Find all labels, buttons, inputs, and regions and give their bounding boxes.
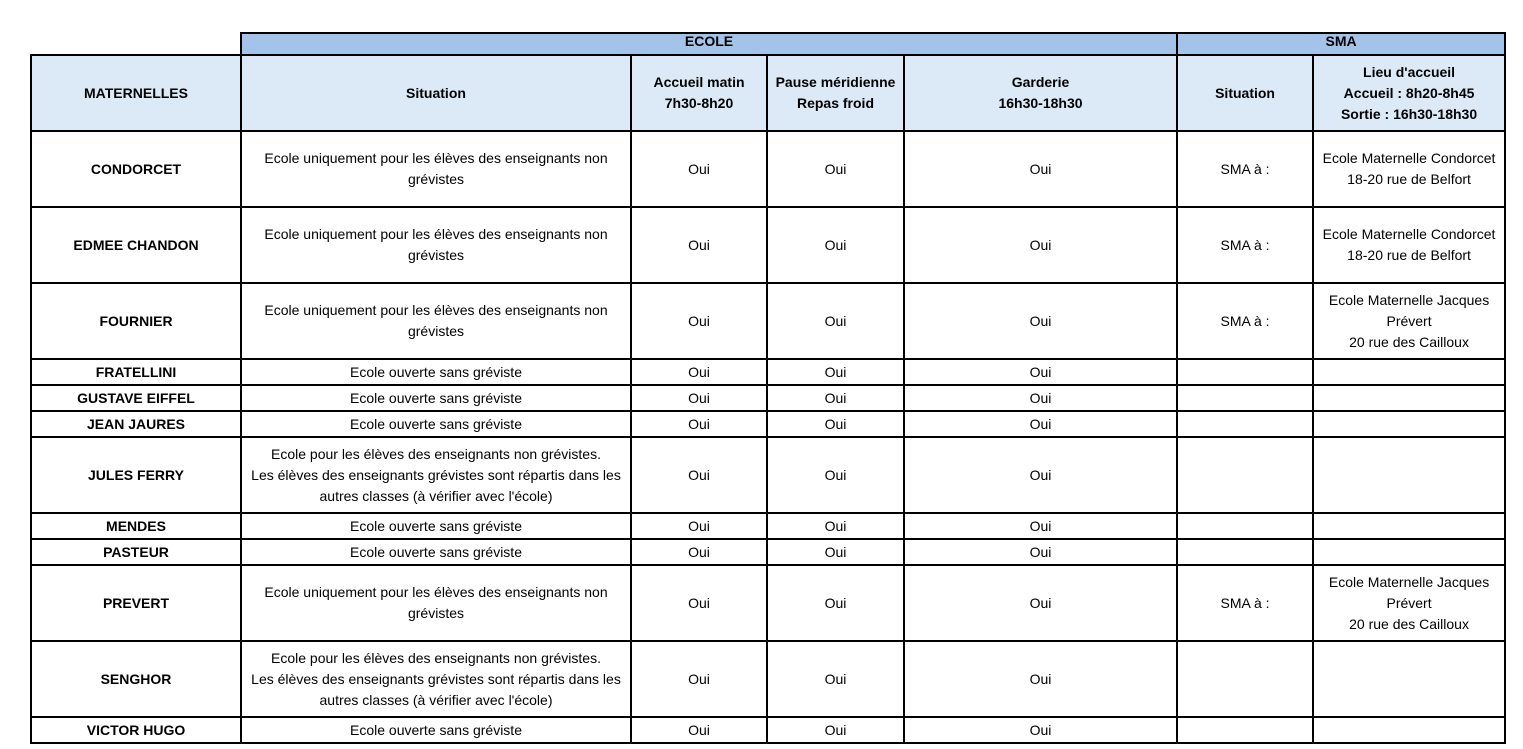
header-pause-meridienne: Pause méridienne Repas froid — [767, 55, 904, 131]
accueil-matin-cell: Oui — [631, 283, 767, 359]
accueil-matin-cell: Oui — [631, 565, 767, 641]
situation-cell: Ecole ouverte sans gréviste — [241, 539, 631, 565]
garderie-cell: Oui — [904, 359, 1177, 385]
garderie-cell: Oui — [904, 385, 1177, 411]
accueil-matin-cell: Oui — [631, 717, 767, 743]
sma-situation-cell — [1177, 539, 1313, 565]
sma-situation-cell — [1177, 385, 1313, 411]
table-row — [31, 385, 1505, 411]
lieu-accueil-cell — [1313, 641, 1505, 717]
table-row — [31, 359, 1505, 385]
school-name-cell: GUSTAVE EIFFEL — [31, 385, 241, 411]
sma-situation-cell: SMA à : — [1177, 565, 1313, 641]
school-name-cell: FOURNIER — [31, 283, 241, 359]
accueil-matin-cell: Oui — [631, 437, 767, 513]
pause-meridienne-cell: Oui — [767, 565, 904, 641]
garderie-cell: Oui — [904, 717, 1177, 743]
situation-cell: Ecole ouverte sans gréviste — [241, 513, 631, 539]
school-name-cell: SENGHOR — [31, 641, 241, 717]
situation-cell: Ecole uniquement pour les élèves des enseignants non grévistes — [241, 283, 631, 359]
lieu-accueil-cell — [1313, 359, 1505, 385]
sma-situation-cell: SMA à : — [1177, 131, 1313, 207]
accueil-matin-cell: Oui — [631, 641, 767, 717]
lieu-accueil-cell — [1313, 539, 1505, 565]
group-header-row — [31, 33, 1505, 55]
garderie-cell: Oui — [904, 283, 1177, 359]
lieu-accueil-cell: Ecole Maternelle Condorcet 18-20 rue de Belfort — [1313, 131, 1505, 207]
school-name-cell: VICTOR HUGO — [31, 717, 241, 743]
pause-meridienne-cell: Oui — [767, 641, 904, 717]
pause-meridienne-cell: Oui — [767, 359, 904, 385]
situation-cell: Ecole pour les élèves des enseignants non grévistes. Les élèves des enseignants grévistes sont répartis dans les autres classes (à vérifier avec l'école) — [241, 641, 631, 717]
accueil-matin-cell: Oui — [631, 207, 767, 283]
lieu-accueil-cell: Ecole Maternelle Jacques Prévert 20 rue des Cailloux — [1313, 283, 1505, 359]
table-row — [31, 717, 1505, 743]
school-name-cell: MENDES — [31, 513, 241, 539]
schools-table — [30, 32, 1506, 744]
situation-cell: Ecole pour les élèves des enseignants non grévistes. Les élèves des enseignants grévistes sont répartis dans les autres classes (à vérifier avec l'école) — [241, 437, 631, 513]
table-row — [31, 437, 1505, 513]
situation-cell: Ecole ouverte sans gréviste — [241, 717, 631, 743]
lieu-accueil-cell: Ecole Maternelle Jacques Prévert 20 rue des Cailloux — [1313, 565, 1505, 641]
school-name-cell: PREVERT — [31, 565, 241, 641]
header-maternelles: MATERNELLES — [31, 55, 241, 131]
pause-meridienne-cell: Oui — [767, 207, 904, 283]
garderie-cell: Oui — [904, 207, 1177, 283]
group-header-blank — [31, 33, 241, 55]
garderie-cell: Oui — [904, 513, 1177, 539]
sma-situation-cell: SMA à : — [1177, 283, 1313, 359]
pause-meridienne-cell: Oui — [767, 539, 904, 565]
table-row — [31, 411, 1505, 437]
accueil-matin-cell: Oui — [631, 131, 767, 207]
pause-meridienne-cell: Oui — [767, 513, 904, 539]
lieu-accueil-cell — [1313, 385, 1505, 411]
accueil-matin-cell: Oui — [631, 539, 767, 565]
header-sma-situation: Situation — [1177, 55, 1313, 131]
sma-situation-cell: SMA à : — [1177, 207, 1313, 283]
pause-meridienne-cell: Oui — [767, 717, 904, 743]
garderie-cell: Oui — [904, 565, 1177, 641]
accueil-matin-cell: Oui — [631, 359, 767, 385]
lieu-accueil-cell — [1313, 437, 1505, 513]
pause-meridienne-cell: Oui — [767, 131, 904, 207]
header-accueil-matin: Accueil matin 7h30-8h20 — [631, 55, 767, 131]
table-row — [31, 207, 1505, 283]
pause-meridienne-cell: Oui — [767, 411, 904, 437]
group-header-ecole: ECOLE — [241, 33, 1177, 55]
situation-cell: Ecole uniquement pour les élèves des enseignants non grévistes — [241, 131, 631, 207]
lieu-accueil-cell — [1313, 411, 1505, 437]
header-lieu-accueil: Lieu d'accueil Accueil : 8h20-8h45 Sortie : 16h30-18h30 — [1313, 55, 1505, 131]
table-row — [31, 283, 1505, 359]
situation-cell: Ecole ouverte sans gréviste — [241, 385, 631, 411]
table-body — [31, 131, 1505, 743]
header-garderie: Garderie 16h30-18h30 — [904, 55, 1177, 131]
header-situation: Situation — [241, 55, 631, 131]
situation-cell: Ecole ouverte sans gréviste — [241, 359, 631, 385]
school-name-cell: PASTEUR — [31, 539, 241, 565]
garderie-cell: Oui — [904, 411, 1177, 437]
situation-cell: Ecole uniquement pour les élèves des enseignants non grévistes — [241, 207, 631, 283]
lieu-accueil-cell — [1313, 513, 1505, 539]
sma-situation-cell — [1177, 513, 1313, 539]
table-row — [31, 539, 1505, 565]
sma-situation-cell — [1177, 717, 1313, 743]
column-header-row — [31, 55, 1505, 131]
sma-situation-cell — [1177, 437, 1313, 513]
accueil-matin-cell: Oui — [631, 513, 767, 539]
school-name-cell: EDMEE CHANDON — [31, 207, 241, 283]
school-name-cell: FRATELLINI — [31, 359, 241, 385]
garderie-cell: Oui — [904, 437, 1177, 513]
lieu-accueil-cell: Ecole Maternelle Condorcet 18-20 rue de Belfort — [1313, 207, 1505, 283]
sma-situation-cell — [1177, 641, 1313, 717]
pause-meridienne-cell: Oui — [767, 385, 904, 411]
garderie-cell: Oui — [904, 641, 1177, 717]
table-row — [31, 641, 1505, 717]
garderie-cell: Oui — [904, 131, 1177, 207]
accueil-matin-cell: Oui — [631, 411, 767, 437]
accueil-matin-cell: Oui — [631, 385, 767, 411]
school-name-cell: CONDORCET — [31, 131, 241, 207]
sma-situation-cell — [1177, 359, 1313, 385]
school-name-cell: JULES FERRY — [31, 437, 241, 513]
garderie-cell: Oui — [904, 539, 1177, 565]
table-row — [31, 513, 1505, 539]
lieu-accueil-cell — [1313, 717, 1505, 743]
situation-cell: Ecole uniquement pour les élèves des enseignants non grévistes — [241, 565, 631, 641]
table-row — [31, 565, 1505, 641]
pause-meridienne-cell: Oui — [767, 437, 904, 513]
pause-meridienne-cell: Oui — [767, 283, 904, 359]
school-name-cell: JEAN JAURES — [31, 411, 241, 437]
table-row — [31, 131, 1505, 207]
group-header-sma: SMA — [1177, 33, 1505, 55]
sma-situation-cell — [1177, 411, 1313, 437]
situation-cell: Ecole ouverte sans gréviste — [241, 411, 631, 437]
